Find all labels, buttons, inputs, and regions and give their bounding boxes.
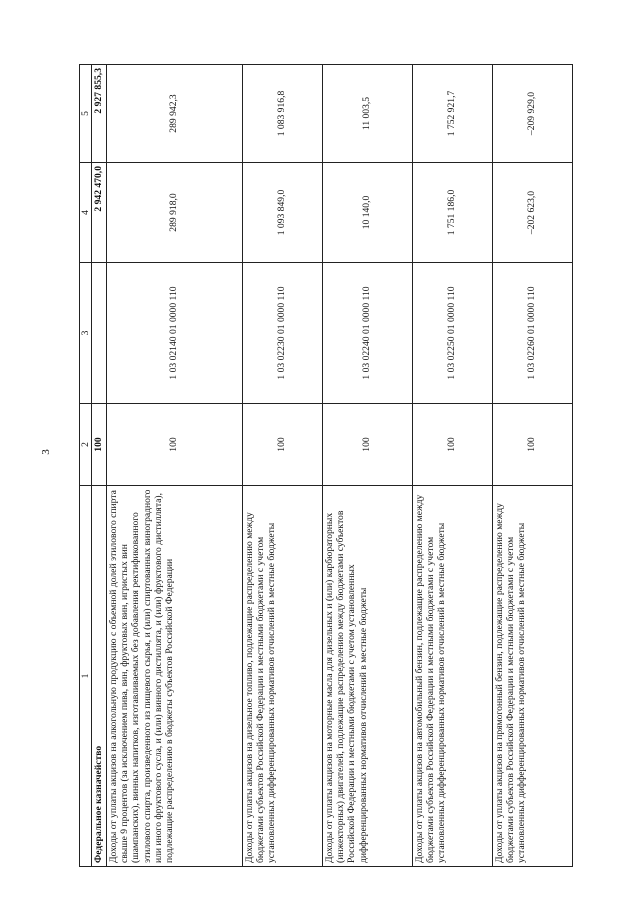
row-admin-code: 100 bbox=[412, 404, 492, 486]
header-row bbox=[80, 65, 92, 867]
row-value-5: 289 942,3 bbox=[106, 65, 242, 163]
row-kbk: 1 03 02250 01 0000 110 bbox=[412, 263, 492, 404]
row-kbk: 1 03 02140 01 0000 110 bbox=[106, 263, 242, 404]
federal-name: Федеральное казначейство bbox=[92, 486, 106, 867]
table-row bbox=[492, 65, 572, 867]
federal-value-5: 2 927 855,3 bbox=[92, 65, 106, 163]
row-admin-code: 100 bbox=[242, 404, 322, 486]
federal-code: 100 bbox=[92, 404, 106, 486]
table-row bbox=[412, 65, 492, 867]
row-admin-code: 100 bbox=[492, 404, 572, 486]
row-description: Доходы от уплаты акцизов на прямогонный бензин, подлежащие распределению между бюджетами субъектов Российской Федерации и местными бюджетами с учетом установленных дифференцированных нормативов отчислений в местные бюджеты bbox=[492, 486, 572, 867]
table-row bbox=[322, 65, 412, 867]
row-value-5: 1 083 916,8 bbox=[242, 65, 322, 163]
header-col-1: 1 bbox=[80, 486, 92, 867]
row-admin-code: 100 bbox=[106, 404, 242, 486]
row-value-5: 1 752 921,7 bbox=[412, 65, 492, 163]
row-admin-code: 100 bbox=[322, 404, 412, 486]
row-value-4: 10 140,0 bbox=[322, 163, 412, 263]
header-col-2: 2 bbox=[80, 404, 92, 486]
row-value-5: –209 929,0 bbox=[492, 65, 572, 163]
row-kbk: 1 03 02260 01 0000 110 bbox=[492, 263, 572, 404]
federal-value-4: 2 942 470,0 bbox=[92, 163, 106, 263]
row-kbk: 1 03 02230 01 0000 110 bbox=[242, 263, 322, 404]
row-description: Доходы от уплаты акцизов на моторные масла для дизельных и (или) карбюраторных (инжекторных) двигателей, подлежащие распределению между бюджетами субъектов Российской Федерации и местными бюджетами с учетом установленных дифференцированных нормативов отчислений в местные бюджеты bbox=[322, 486, 412, 867]
table-rotation-frame bbox=[79, 65, 559, 867]
row-value-5: 11 003,5 bbox=[322, 65, 412, 163]
rotated-table-container bbox=[79, 65, 559, 867]
header-col-5: 5 bbox=[80, 65, 92, 163]
row-value-4: –202 623,0 bbox=[492, 163, 572, 263]
row-description: Доходы от уплаты акцизов на дизельное топливо, подлежащие распределению между бюджетами субъектов Российской Федерации и местными бюджетами с учетом установленных дифференцированных нормативов отчислений в местные бюджеты bbox=[242, 486, 322, 867]
federal-row bbox=[92, 65, 106, 867]
page-number: 3 bbox=[40, 449, 52, 455]
row-description: Доходы от уплаты акцизов на автомобильный бензин, подлежащие распределению между бюджетами субъектов Российской Федерации и местными бюджетами с учетом установленных дифференцированных нормативов отчислений в местные бюджеты bbox=[412, 486, 492, 867]
row-value-4: 1 751 186,0 bbox=[412, 163, 492, 263]
table-row bbox=[242, 65, 322, 867]
row-description: Доходы от уплаты акцизов на алкогольную продукцию с объемной долей этилового спирта свыше 9 процентов (за исключением пива, вин, фруктовых вин, игристых вин (шампанских), винных напитков, изготавливаемых без добавления ректификованного этилового спирта, произведенного из пищевого сырья, и (или) спиртованных виноградного или иного фруктового сусла, и (или) винного дистиллята, и (или) фруктового дистиллята), подлежащие распределению в бюджеты субъектов Российской Федерации bbox=[106, 486, 242, 867]
federal-kbk bbox=[92, 263, 106, 404]
table-row bbox=[106, 65, 242, 867]
row-value-4: 289 918,0 bbox=[106, 163, 242, 263]
row-value-4: 1 093 849,0 bbox=[242, 163, 322, 263]
row-kbk: 1 03 02240 01 0000 110 bbox=[322, 263, 412, 404]
header-col-3: 3 bbox=[80, 263, 92, 404]
header-col-4: 4 bbox=[80, 163, 92, 263]
revenue-table bbox=[79, 64, 573, 867]
